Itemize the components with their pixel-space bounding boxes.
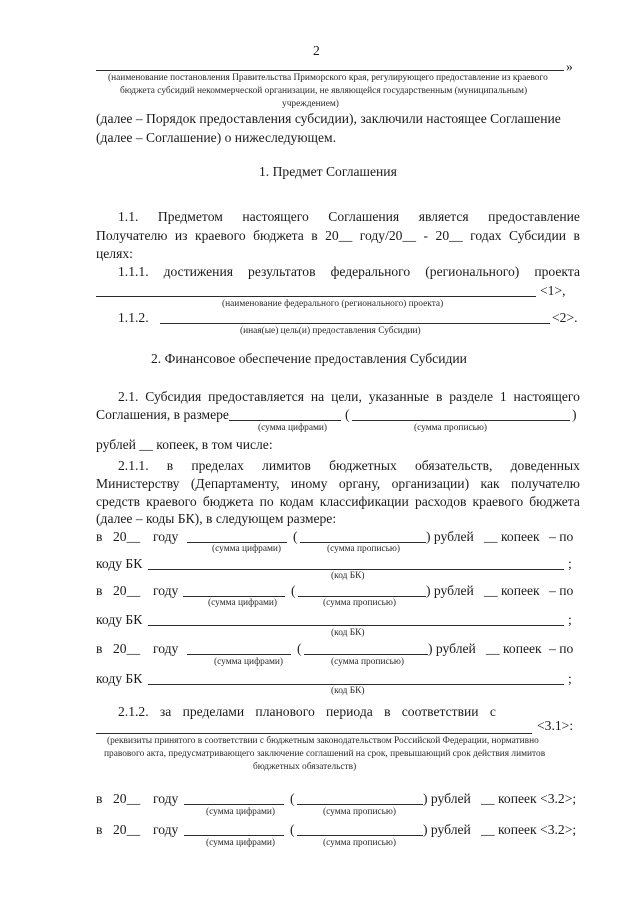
caption-line: (реквизиты принятого в соответствии с бюджетным законодательством Российской Федерации, нормативно (107, 736, 539, 746)
kbk-end: ; (568, 612, 572, 627)
paragraph-label: 1.1.2. (118, 310, 149, 325)
amount-words-line (304, 654, 428, 655)
amount-digits-line (184, 804, 284, 805)
word: году/20__ (359, 228, 417, 243)
year-prefix: в (96, 529, 103, 544)
word: - (423, 228, 429, 243)
word: органу, (338, 476, 381, 491)
word: из (174, 228, 188, 243)
caption: (сумма прописью) (331, 657, 405, 667)
caption-line: правового акта, предусматривающего заключение соглашений на срок, превышающий срок действия лимитов (104, 749, 546, 759)
word: бюджета (529, 494, 580, 509)
caption: (сумма цифрами) (214, 657, 284, 667)
caption-line: бюджетных обязательств) (253, 762, 357, 772)
word: указанные (368, 389, 430, 404)
footnote-ref: <2>. (552, 310, 578, 325)
amount-digits-line (184, 835, 284, 836)
year-word: году (153, 583, 179, 598)
kbk-end: ; (568, 556, 572, 571)
word: расходов (414, 494, 467, 509)
rubles-label: ) рублей (423, 791, 471, 806)
paragraph-line (96, 493, 580, 510)
paragraph-line (118, 263, 580, 280)
word: средств (96, 494, 140, 509)
word: разделе (449, 389, 493, 404)
word: Министерству (96, 476, 180, 491)
word: планового (255, 704, 315, 719)
word: Предметом (157, 209, 223, 224)
word: доведенных (510, 458, 580, 473)
caption: (сумма прописью) (323, 598, 397, 608)
year-word: году (153, 822, 179, 837)
kbk-label: коду БК (96, 556, 143, 571)
intro-line: (далее – Порядок предоставления субсидии), заключили настоящее Соглашение (96, 111, 561, 126)
year-word: году (153, 529, 179, 544)
caption: (сумма цифрами) (206, 807, 276, 817)
word: (регионального) (425, 264, 520, 279)
word: результатов (248, 264, 316, 279)
year-field: 20__ (113, 529, 141, 544)
project-name-line (96, 296, 536, 297)
kopecks-label: __ копеек (484, 529, 540, 544)
word: Получателю (96, 228, 168, 243)
amount-words-line (297, 835, 423, 836)
kbk-line (148, 625, 564, 626)
act-details-line (96, 733, 532, 734)
paragraph-line: (далее – коды БК), в следующем размере: (96, 511, 337, 526)
rubles-label: ) рублей (423, 822, 471, 837)
paren-open: ( (290, 822, 295, 837)
year-word: году (153, 641, 179, 656)
word: цели, (331, 389, 362, 404)
caption: (сумма прописью) (414, 423, 488, 433)
word: предоставляется (208, 389, 305, 404)
rubles-label: ) рублей (426, 529, 474, 544)
word: Субсидия (145, 389, 202, 404)
word: бюджета (253, 228, 304, 243)
po-label: – по (549, 583, 574, 598)
word: 20__ (325, 228, 353, 243)
year-field: 20__ (113, 791, 141, 806)
goal-line (160, 323, 550, 324)
quote-mark: » (566, 59, 573, 74)
paragraph-line (118, 457, 580, 474)
paragraph-line: Соглашения, в размере (96, 407, 229, 422)
caption: (сумма прописью) (327, 544, 401, 554)
paren-open: ( (291, 583, 296, 598)
po-label: – по (549, 641, 574, 656)
footnote-ref: <3.1>: (537, 718, 574, 733)
org-name-line (96, 70, 564, 71)
caption: (сумма цифрами) (206, 838, 276, 848)
paren-open: ( (293, 529, 298, 544)
kopecks-label: __ копеек <3.2>; (481, 822, 577, 837)
caption-line: (наименование постановления Правительства Приморского края, регулирующего предоставление из краевого (108, 73, 548, 83)
paragraph-line (96, 227, 580, 244)
year-prefix: в (96, 822, 103, 837)
paragraph-line: целях: (96, 246, 133, 261)
word: бюджетных (329, 458, 397, 473)
caption: (сумма цифрами) (258, 423, 328, 433)
caption: (код БК) (331, 628, 365, 638)
word: краевого (472, 494, 524, 509)
word: годах (470, 228, 502, 243)
intro-line: (далее – Соглашение) о нижеследующем. (96, 130, 336, 145)
word: Соглашения (328, 209, 400, 224)
word: получателю (511, 476, 580, 491)
kbk-end: ; (568, 671, 572, 686)
paren-close: ) (572, 407, 577, 422)
rubles-label: ) рублей (428, 641, 476, 656)
kopecks-label: __ копеек (484, 583, 540, 598)
word: по (259, 494, 274, 509)
year-prefix: в (96, 583, 103, 598)
word: достижения (163, 264, 233, 279)
word: пределами (182, 704, 245, 719)
caption: (сумма цифрами) (212, 544, 282, 554)
word: настоящего (513, 389, 580, 404)
word: в (435, 389, 443, 404)
paren-open: ( (297, 641, 302, 656)
word: кодам (279, 494, 314, 509)
caption: (код БК) (331, 571, 365, 581)
word: на (310, 389, 325, 404)
footnote-ref: <1>, (540, 283, 566, 298)
paragraph-line (118, 388, 580, 405)
word: за (159, 704, 172, 719)
word: бюджета (202, 494, 254, 509)
word: периода (326, 704, 373, 719)
word: 2.1. (118, 389, 139, 404)
word: краевого (195, 228, 246, 243)
caption: (код БК) (331, 686, 365, 696)
paragraph-line (118, 703, 496, 720)
word: иному (290, 476, 328, 491)
section-title: 1. Предмет Соглашения (259, 164, 397, 179)
word: 20__ (435, 228, 463, 243)
year-field: 20__ (113, 641, 141, 656)
kbk-label: коду БК (96, 671, 143, 686)
word: настоящего (242, 209, 309, 224)
word: соответствии (401, 704, 479, 719)
caption: (сумма цифрами) (208, 598, 278, 608)
paragraph-line (96, 475, 580, 492)
amount-digits-line (187, 654, 291, 655)
year-field: 20__ (113, 822, 141, 837)
word: в (573, 228, 580, 243)
word: 1.1. (118, 209, 139, 224)
amount-digits-line (229, 420, 341, 421)
kopecks-label: __ копеек <3.2>; (481, 791, 577, 806)
word: предоставление (488, 209, 580, 224)
rubles-label: ) рублей (426, 583, 474, 598)
caption: (наименование федерального (регионального) проекта) (222, 299, 444, 309)
word: 2.1.1. (118, 458, 149, 473)
paren-open: ( (290, 791, 295, 806)
word: 1.1.1. (118, 264, 149, 279)
year-prefix: в (96, 641, 103, 656)
word: в (384, 704, 391, 719)
year-prefix: в (96, 791, 103, 806)
kbk-label: коду БК (96, 612, 143, 627)
year-field: 20__ (113, 583, 141, 598)
word: краевого (146, 494, 197, 509)
word: с (489, 704, 496, 719)
paren-open: ( (345, 407, 350, 422)
paragraph-line (118, 208, 580, 225)
word: 2.1.2. (118, 704, 149, 719)
caption-line: учреждением) (282, 99, 339, 109)
caption: (иная(ые) цель(и) предоставления Субсидии) (240, 326, 421, 336)
year-word: году (153, 791, 179, 806)
word: 1 (499, 389, 507, 404)
word: пределах (191, 458, 244, 473)
word: Субсидии (509, 228, 567, 243)
word: в (311, 228, 318, 243)
paragraph-line: рублей __ копеек, в том числе: (96, 437, 273, 452)
section-title: 2. Финансовое обеспечение предоставления Субсидии (151, 351, 467, 366)
po-label: – по (549, 529, 574, 544)
word: в (166, 458, 174, 473)
word: классификации (319, 494, 409, 509)
caption: (сумма прописью) (323, 807, 397, 817)
word: (Департаменту, (190, 476, 280, 491)
word: лимитов (262, 458, 311, 473)
amount-words-line (352, 420, 570, 421)
amount-words-line (297, 804, 423, 805)
word: проекта (534, 264, 580, 279)
word: как (480, 476, 500, 491)
page-number: 2 (313, 43, 320, 58)
kopecks-label: __ копеек (486, 641, 542, 656)
word: является (418, 209, 469, 224)
word: федерального (330, 264, 411, 279)
word: обязательств, (415, 458, 493, 473)
caption: (сумма прописью) (323, 838, 397, 848)
caption-line: бюджета субсидий некоммерческой организации, не являющейся государственным (муниципальным) (120, 86, 528, 96)
word: организации) (391, 476, 470, 491)
